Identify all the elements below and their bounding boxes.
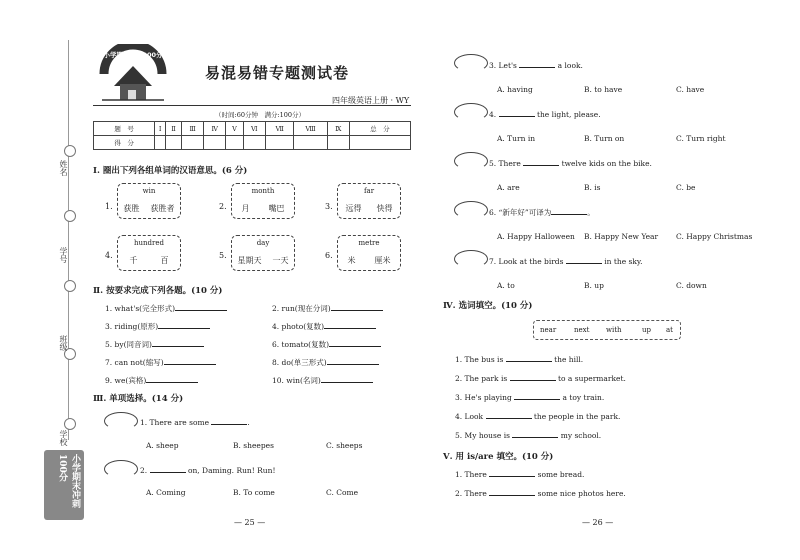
option-b[interactable]: B. up: [584, 281, 604, 290]
score-input-cell[interactable]: [204, 136, 226, 150]
item-number: 2.: [219, 202, 227, 211]
score-table-cell: Ⅶ: [266, 122, 294, 136]
page-title: 易混易错专题测试卷: [205, 64, 350, 82]
logo: [98, 44, 168, 106]
answer-bracket[interactable]: [454, 103, 488, 121]
option-b[interactable]: B. sheepes: [233, 441, 274, 450]
answer-blank[interactable]: [523, 158, 559, 166]
answer-blank[interactable]: [514, 392, 560, 400]
binding-line: [68, 40, 69, 440]
page-number-right: — 26 —: [582, 518, 614, 527]
exercise-item: 1. what's(完全形式): [105, 303, 227, 314]
word-option[interactable]: 远得: [345, 204, 362, 213]
word-box: [337, 183, 401, 219]
word-bank-word: up: [642, 326, 651, 334]
exercise-item: 4. photo(复数): [272, 321, 376, 332]
answer-blank[interactable]: [331, 303, 383, 311]
score-input-cell[interactable]: [155, 136, 166, 150]
exercise-item: 7. can not(缩写): [105, 357, 216, 368]
score-input-cell[interactable]: [349, 136, 410, 150]
section4-heading: Ⅳ. 选词填空。(10 分): [443, 301, 533, 311]
exercise-item: 3. riding(原形): [105, 321, 210, 332]
word-box: [337, 235, 401, 271]
score-table-cell: Ⅰ: [155, 122, 166, 136]
score-input-cell[interactable]: [243, 136, 266, 150]
word-bank: [533, 320, 681, 340]
answer-blank[interactable]: [506, 354, 552, 362]
score-table-cell: Ⅱ: [166, 122, 182, 136]
score-input-cell[interactable]: [266, 136, 294, 150]
score-table-cell: Ⅲ: [182, 122, 204, 136]
option-a[interactable]: A. sheep: [146, 441, 179, 450]
item-number: 6.: [325, 251, 333, 260]
word-option[interactable]: 嘴巴: [268, 204, 285, 213]
word-en: far: [363, 187, 375, 195]
option-a[interactable]: A. are: [497, 183, 520, 192]
option-b[interactable]: B. To come: [233, 488, 275, 497]
word-en: metre: [358, 239, 380, 247]
score-table-cell: 得 分: [94, 136, 155, 150]
fill-item: 5. My house is my school.: [455, 431, 602, 440]
time-info: （时间:60分钟 满分:100分）: [215, 111, 306, 119]
word-bank-word: at: [666, 326, 673, 334]
binding-margin: [0, 0, 90, 560]
score-table-cell: Ⅷ: [294, 122, 328, 136]
exercise-item: 10. win(名词): [272, 375, 373, 386]
fill-item: 3. He's playing a toy train.: [455, 393, 605, 402]
question-stem: 4. the light, please.: [489, 110, 601, 119]
option-c[interactable]: C. Turn right: [676, 134, 726, 143]
option-c[interactable]: C. down: [676, 281, 707, 290]
answer-blank[interactable]: [489, 469, 535, 477]
question-stem: 3. Let's a look.: [489, 61, 583, 70]
option-a[interactable]: A. Happy Halloween: [497, 232, 575, 241]
word-bank-word: near: [540, 326, 557, 334]
score-table-cell: 总 分: [349, 122, 410, 136]
score-table-cell: Ⅴ: [226, 122, 243, 136]
word-bank-word: with: [606, 326, 622, 334]
answer-blank[interactable]: [158, 321, 210, 329]
word-bank-word: next: [574, 326, 590, 334]
item-number: 5.: [219, 251, 227, 260]
word-box: [231, 183, 295, 219]
exercise-item: 2. run(现在分词): [272, 303, 383, 314]
word-option[interactable]: 快得: [376, 204, 393, 213]
fill-item: 4. Look the people in the park.: [455, 412, 621, 421]
word-option[interactable]: 获胜者: [150, 204, 175, 213]
word-en: month: [251, 187, 275, 195]
word-option[interactable]: 千: [129, 256, 138, 265]
word-option[interactable]: 百: [160, 256, 169, 265]
answer-blank[interactable]: [164, 357, 216, 365]
word-box: [231, 235, 295, 271]
answer-bracket[interactable]: [454, 250, 488, 268]
answer-blank[interactable]: [211, 417, 247, 425]
answer-blank[interactable]: [510, 373, 556, 381]
word-box: [117, 235, 181, 271]
exercise-item: 6. tomato(复数): [272, 339, 381, 350]
word-option[interactable]: 星期天: [237, 256, 262, 265]
word-box: [117, 183, 181, 219]
score-input-cell[interactable]: [294, 136, 328, 150]
answer-blank[interactable]: [566, 256, 602, 264]
item-number: 4.: [105, 251, 113, 260]
section1-heading: Ⅰ. 圈出下列各组单词的汉语意思。(6 分): [93, 166, 248, 176]
bottom-banner-text: 小学期末冲刺100分: [57, 454, 80, 508]
answer-blank[interactable]: [321, 375, 373, 383]
binding-hole: [64, 280, 76, 292]
answer-blank[interactable]: [146, 375, 198, 383]
answer-blank[interactable]: [551, 207, 587, 215]
fill-item: 2. The park is to a supermarket.: [455, 374, 626, 383]
score-input-cell[interactable]: [182, 136, 204, 150]
fill-item: 1. The bus is the hill.: [455, 355, 584, 364]
score-input-cell[interactable]: [226, 136, 243, 150]
word-en: hundred: [134, 239, 164, 247]
exercise-item: 8. do(单三形式): [272, 357, 379, 368]
answer-blank[interactable]: [175, 303, 227, 311]
score-input-cell[interactable]: [327, 136, 349, 150]
bottom-banner: [44, 450, 84, 520]
option-c[interactable]: C. be: [676, 183, 696, 192]
answer-blank[interactable]: [489, 488, 535, 496]
answer-bracket[interactable]: [454, 152, 488, 170]
option-c[interactable]: C. sheeps: [326, 441, 363, 450]
option-a[interactable]: A. Turn in: [497, 134, 536, 143]
word-option[interactable]: 厘米: [374, 256, 391, 265]
question-stem: 5. There twelve kids on the bike.: [489, 159, 652, 168]
fill-item: 1. There some bread.: [455, 470, 585, 479]
svg-text:小学期末冲刺100分: 小学期末冲刺100分: [103, 51, 163, 59]
question-stem: 2. on, Daming. Run! Run!: [140, 466, 276, 475]
answer-blank[interactable]: [324, 321, 376, 329]
page-number-left: — 25 —: [234, 518, 266, 527]
section5-heading: Ⅴ. 用 is/are 填空。(10 分): [443, 452, 554, 462]
answer-bracket[interactable]: [104, 412, 138, 430]
score-table-cell: Ⅸ: [327, 122, 349, 136]
option-b[interactable]: B. Happy New Year: [584, 232, 659, 241]
school-label: 学校: [59, 430, 68, 446]
word-option[interactable]: 获胜: [123, 204, 140, 213]
exercise-item: 5. by(同音词): [105, 339, 204, 350]
word-option[interactable]: 米: [347, 256, 356, 265]
option-b[interactable]: B. Turn on: [584, 134, 625, 143]
option-b[interactable]: B. is: [584, 183, 601, 192]
option-b[interactable]: B. to have: [584, 85, 623, 94]
question-stem: 7. Look at the birds in the sky.: [489, 257, 643, 266]
option-a[interactable]: A. having: [497, 85, 533, 94]
answer-blank[interactable]: [329, 339, 381, 347]
binding-hole: [64, 210, 76, 222]
question-stem: 1. There are some .: [140, 418, 250, 427]
section2-heading: Ⅱ. 按要求完成下列各题。(10 分): [93, 286, 223, 296]
score-table-cell: Ⅳ: [204, 122, 226, 136]
option-c[interactable]: C. Happy Christmas: [676, 232, 753, 241]
word-en: day: [256, 239, 270, 247]
name-label: 姓名: [59, 160, 68, 176]
score-input-cell[interactable]: [166, 136, 182, 150]
answer-bracket[interactable]: [454, 201, 488, 219]
question-stem: 6. “新年好”可译为 。: [489, 208, 595, 217]
section3-heading: Ⅲ. 单项选择。(14 分): [93, 394, 184, 404]
option-c[interactable]: C. Come: [326, 488, 359, 497]
answer-blank[interactable]: [519, 60, 555, 68]
binding-hole: [64, 145, 76, 157]
option-c[interactable]: C. have: [676, 85, 705, 94]
score-table: [93, 121, 411, 150]
answer-bracket[interactable]: [454, 54, 488, 72]
id-label: 学号: [59, 247, 68, 263]
answer-blank[interactable]: [152, 339, 204, 347]
item-number: 1.: [105, 202, 113, 211]
grade-subtitle: 四年级英语上册 · WY: [332, 96, 410, 105]
score-table-cell: Ⅵ: [243, 122, 266, 136]
fill-item: 2. There some nice photos here.: [455, 489, 626, 498]
option-a[interactable]: A. to: [497, 281, 515, 290]
answer-blank[interactable]: [512, 430, 558, 438]
answer-blank[interactable]: [486, 411, 532, 419]
answer-blank[interactable]: [499, 109, 535, 117]
word-option[interactable]: 一天: [272, 256, 289, 265]
option-a[interactable]: A. Coming: [146, 488, 186, 497]
class-label: 班级: [59, 335, 68, 351]
score-table-cell: 题 号: [94, 122, 155, 136]
binding-hole: [64, 418, 76, 430]
exercise-item: 9. we(宾格): [105, 375, 198, 386]
answer-blank[interactable]: [150, 465, 186, 473]
word-en: win: [142, 187, 156, 195]
answer-bracket[interactable]: [104, 460, 138, 478]
word-option[interactable]: 月: [241, 204, 250, 213]
answer-blank[interactable]: [327, 357, 379, 365]
item-number: 3.: [325, 202, 333, 211]
